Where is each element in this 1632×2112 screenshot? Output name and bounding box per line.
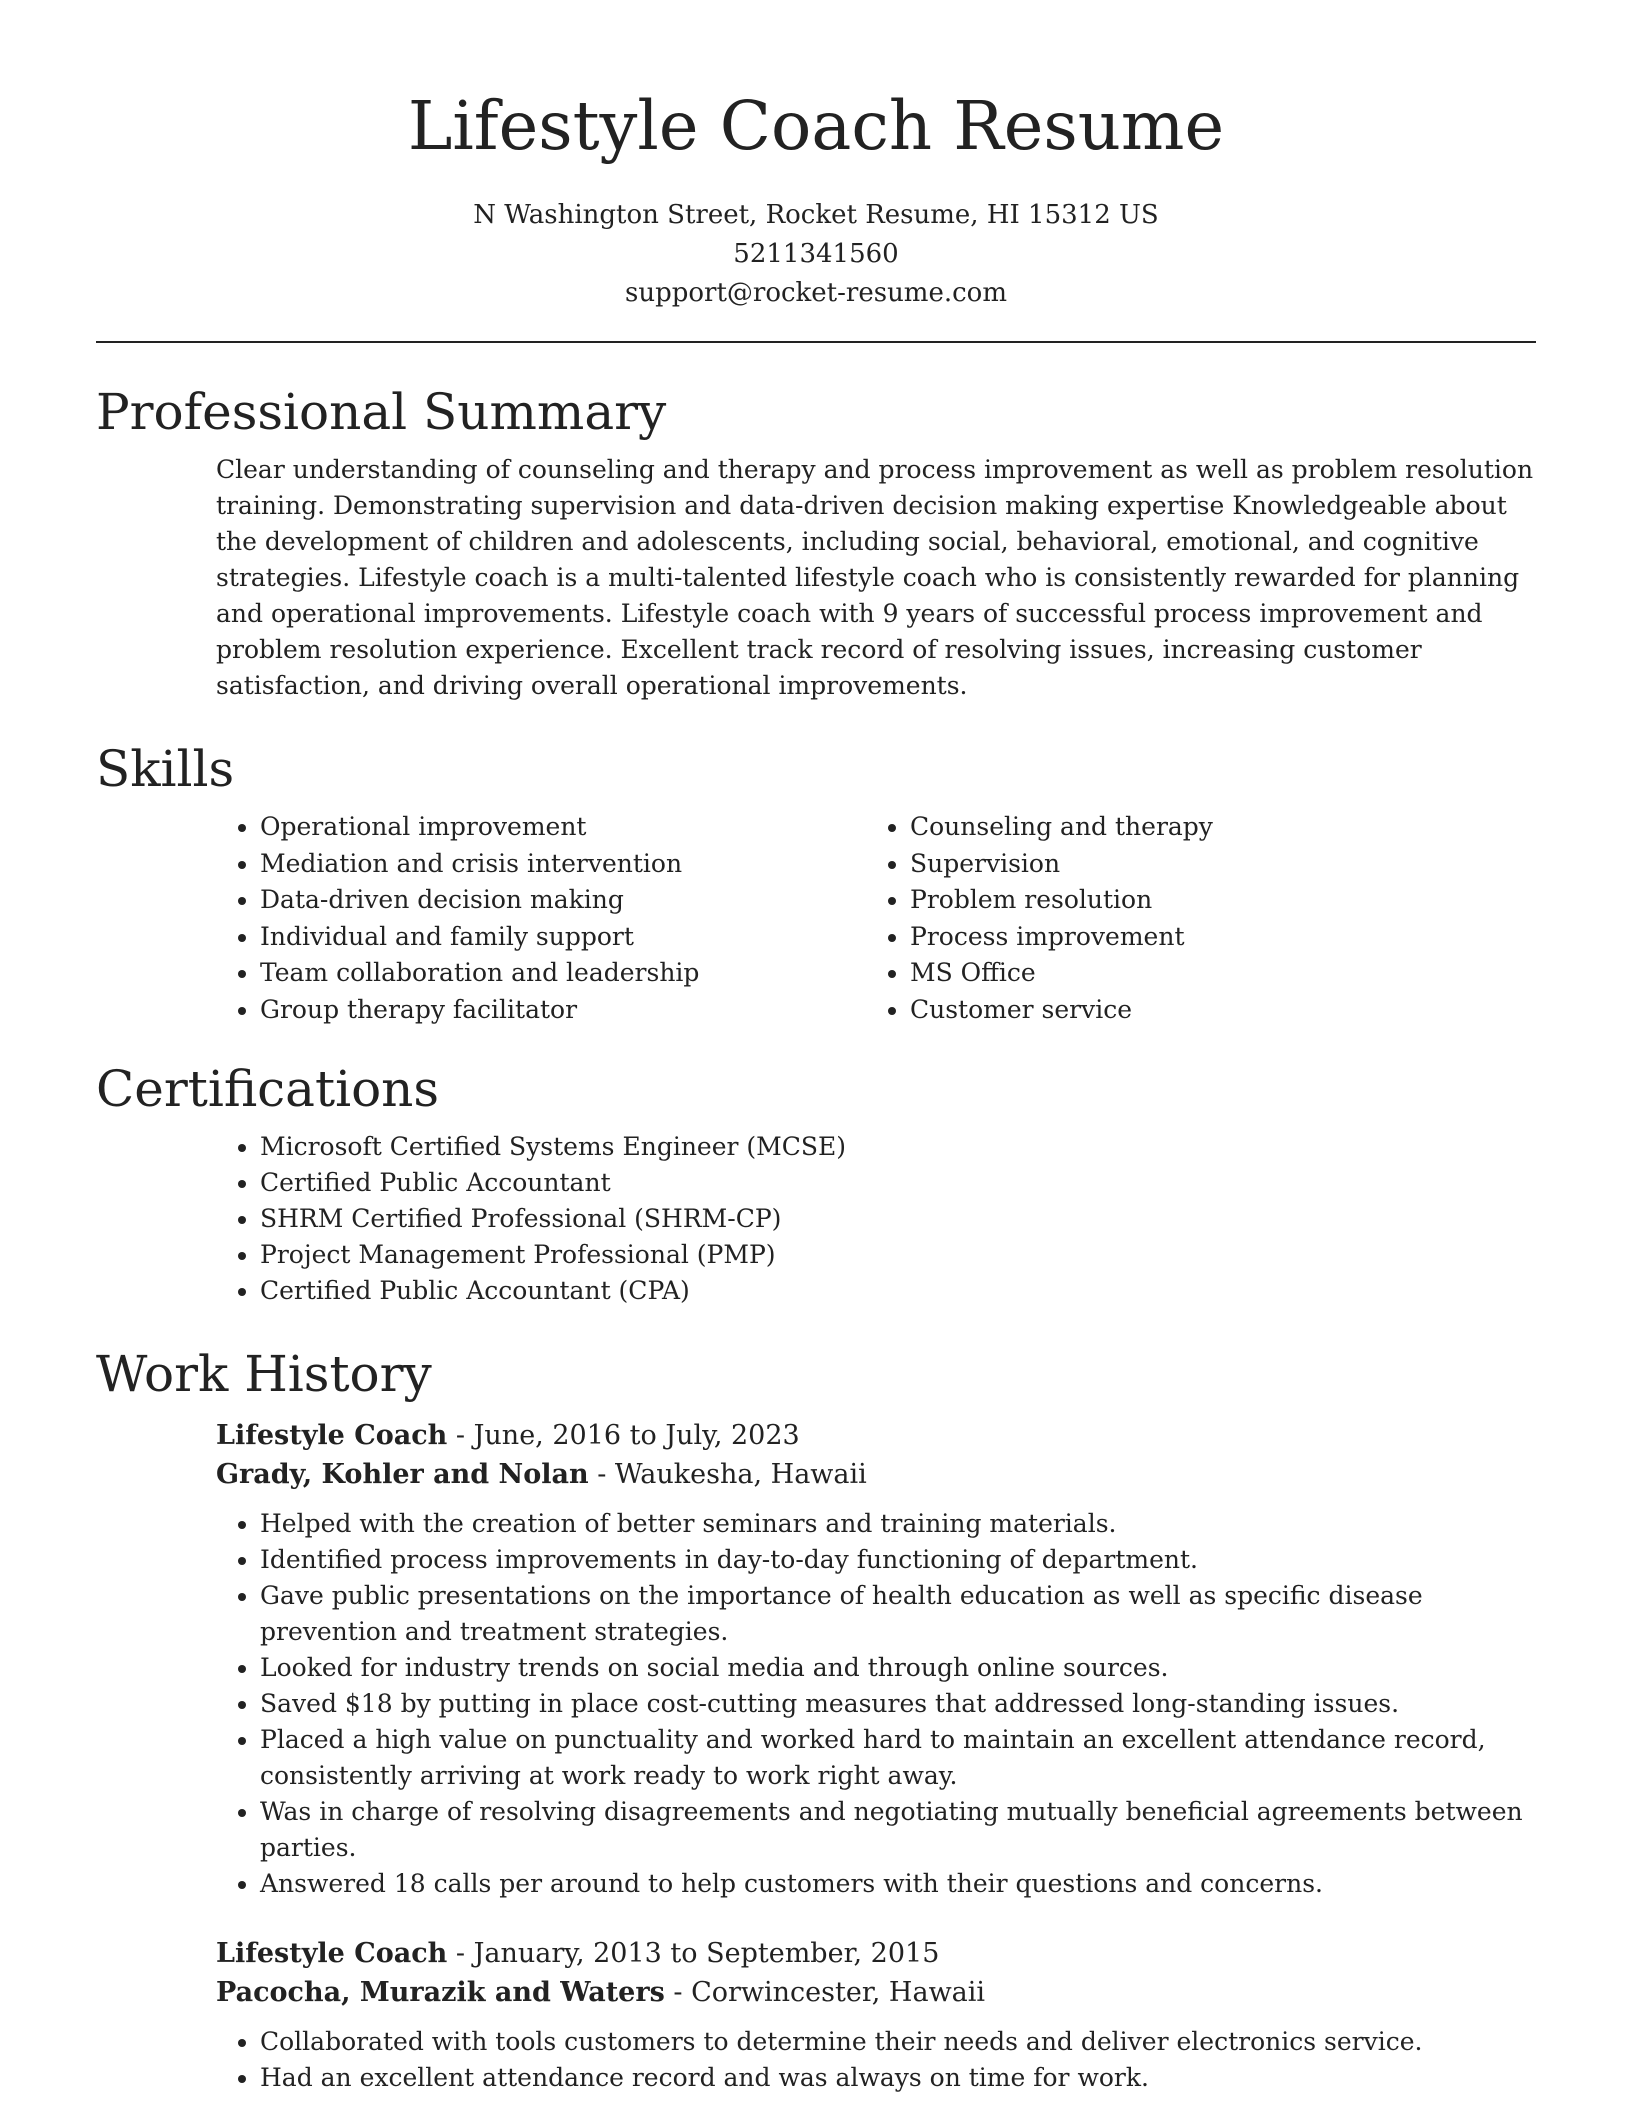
job-dates: January, 2013 to September, 2015	[473, 1938, 940, 1969]
phone: 5211341560	[733, 239, 899, 269]
job-entry	[216, 1416, 1536, 1902]
list-item: • Identified process improvements in day-to-day functioning of department.	[260, 1542, 1546, 1578]
job-title-line: Lifestyle Coach - June, 2016 to July, 2023	[216, 1420, 800, 1451]
list-item: • Gave public presentations on the importance of health education as well as specific disease prevention and treatment strategies.	[260, 1578, 1546, 1650]
certifications-heading: Certifications	[96, 1060, 440, 1118]
job-bullets	[216, 2024, 1546, 2096]
list-item: • Certified Public Accountant	[260, 1165, 1536, 1201]
list-item: • Individual and family support	[260, 919, 866, 956]
job-location: Waukesha, Hawaii	[614, 1459, 867, 1490]
list-item: • Group therapy facilitator	[260, 992, 866, 1029]
summary-section	[96, 382, 1536, 704]
list-item: • Team collaboration and leadership	[260, 955, 866, 992]
job-bullets	[216, 1506, 1546, 1902]
skills-columns	[216, 809, 1536, 1028]
list-item: • Had an excellent attendance record and was always on time for work.	[260, 2060, 1546, 2096]
list-item: • Data-driven decision making	[260, 882, 866, 919]
list-item: • Saved $18 by putting in place cost-cutting measures that addressed long-standing issues.	[260, 1686, 1546, 1722]
address: N Washington Street, Rocket Resume, HI 15312 US	[473, 200, 1159, 230]
page-title: Lifestyle Coach Resume	[407, 87, 1225, 165]
job-company-line: Pacocha, Murazik and Waters - Corwincester, Hawaii	[216, 1977, 986, 2008]
skills-section	[96, 739, 1536, 1028]
header-divider	[96, 341, 1536, 343]
list-item: • MS Office	[910, 955, 1516, 992]
list-item: • Was in charge of resolving disagreements and negotiating mutually beneficial agreements between parties.	[260, 1794, 1546, 1866]
job-title: Lifestyle Coach	[216, 1420, 448, 1451]
work-history-section	[96, 1344, 1536, 2096]
job-title-line: Lifestyle Coach - January, 2013 to September, 2015	[216, 1938, 940, 1969]
list-item: • SHRM Certified Professional (SHRM-CP)	[260, 1201, 1536, 1237]
list-item: • Placed a high value on punctuality and worked hard to maintain an excellent attendance record, consistently arriving at work ready to work right away.	[260, 1722, 1546, 1794]
work-history-heading: Work History	[96, 1345, 432, 1403]
job-company: Pacocha, Murazik and Waters	[216, 1977, 665, 2008]
list-item: • Project Management Professional (PMP)	[260, 1237, 1536, 1273]
skills-heading: Skills	[96, 740, 235, 798]
list-item: • Customer service	[910, 992, 1516, 1029]
list-item: • Collaborated with tools customers to determine their needs and deliver electronics service.	[260, 2024, 1546, 2060]
list-item: • Helped with the creation of better seminars and training materials.	[260, 1506, 1546, 1542]
job-entry	[216, 1934, 1536, 2096]
job-title: Lifestyle Coach	[216, 1938, 448, 1969]
summary-text: Clear understanding of counseling and therapy and process improvement as well as problem resolution training. Demonstrating supervision and data-driven decision making expertise Knowledgeable about the development of children and adolescents, including social, behavioral, emotional, and cognitive strategies. Lifestyle coach is a multi-talented lifestyle coach who is consistently rewarded for planning and operational improvements. Lifestyle coach with 9 years of successful process improvement and problem resolution experience. Excellent track record of resolving issues, increasing customer satisfaction, and driving overall operational improvements.	[216, 455, 1534, 700]
resume-header	[0, 0, 1632, 313]
list-item: • Process improvement	[910, 919, 1516, 956]
certifications-list	[216, 1129, 1536, 1309]
job-dates: June, 2016 to July, 2023	[473, 1420, 800, 1451]
list-item: • Problem resolution	[910, 882, 1516, 919]
list-item: • Mediation and crisis intervention	[260, 846, 866, 883]
job-company: Grady, Kohler and Nolan	[216, 1459, 589, 1490]
email: support@rocket-resume.com	[624, 278, 1007, 308]
list-item: • Looked for industry trends on social media and through online sources.	[260, 1650, 1546, 1686]
list-item: • Supervision	[910, 846, 1516, 883]
list-item: • Operational improvement	[260, 809, 866, 846]
job-company-line: Grady, Kohler and Nolan - Waukesha, Hawaii	[216, 1459, 867, 1490]
list-item: • Certified Public Accountant (CPA)	[260, 1273, 1536, 1309]
list-item: • Microsoft Certified Systems Engineer (MCSE)	[260, 1129, 1536, 1165]
skills-list-right	[866, 809, 1516, 1028]
summary-heading: Professional Summary	[96, 383, 667, 441]
job-location: Corwincester, Hawaii	[691, 1977, 986, 2008]
skills-list-left	[216, 809, 866, 1028]
list-item: • Answered 18 calls per around to help customers with their questions and concerns.	[260, 1866, 1546, 1902]
contact-info	[0, 196, 1632, 313]
list-item: • Counseling and therapy	[910, 809, 1516, 846]
certifications-section	[96, 1059, 1536, 1309]
